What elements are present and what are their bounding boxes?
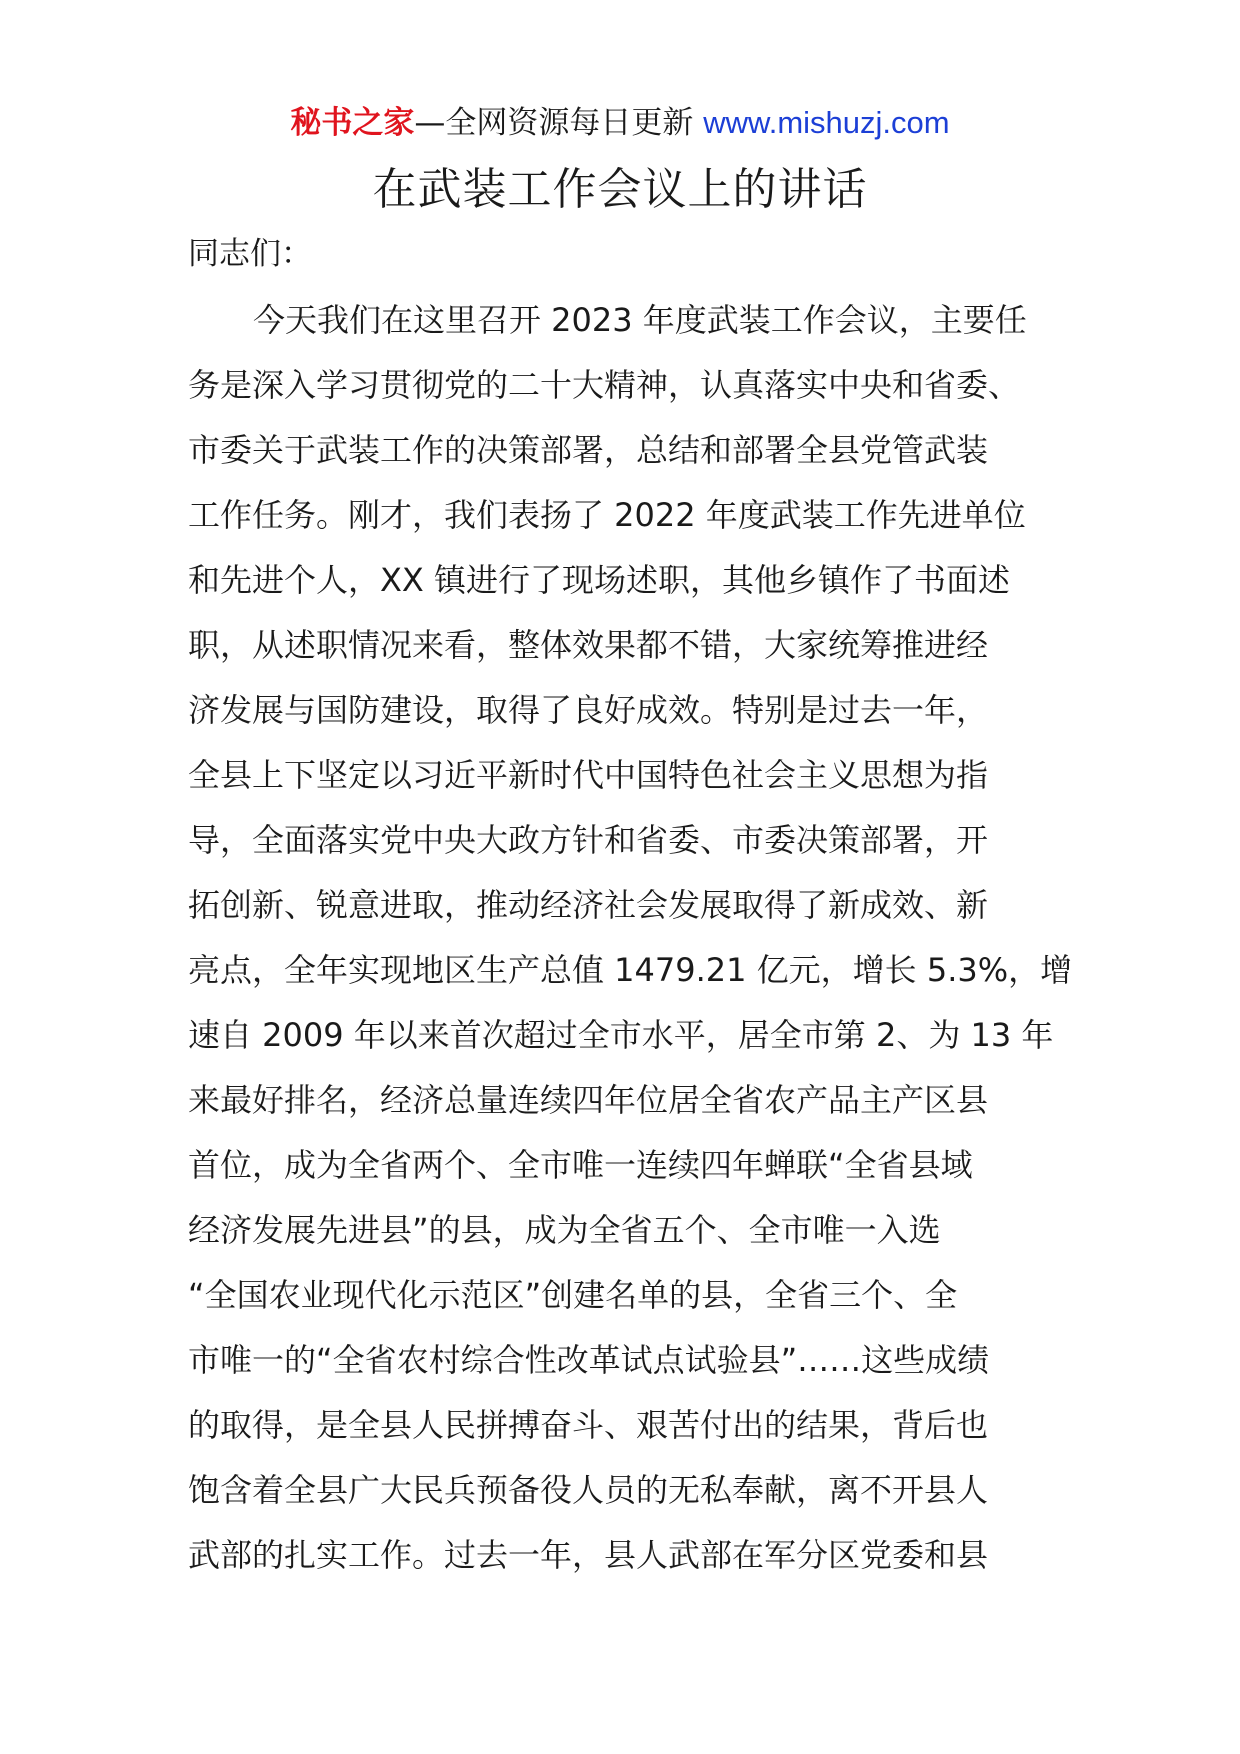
- header-tagline: —全网资源每日更新: [414, 105, 694, 141]
- body-line: 今天我们在这里召开 2023 年度武装工作会议，主要任: [253, 301, 1027, 339]
- body-line: 速自 2009 年以来首次超过全市水平，居全市第 2、为 13 年: [188, 1016, 1054, 1054]
- site-header: [0, 103, 1240, 143]
- salutation: 同志们：: [188, 236, 312, 272]
- body-line: 饱含着全县广大民兵预备役人员的无私奉献，离不开县人: [188, 1471, 989, 1509]
- speech-body: [188, 298, 1073, 1598]
- body-line: 导，全面落实党中央大政方针和省委、市委决策部署，开: [188, 821, 989, 859]
- body-line: 亮点，全年实现地区生产总值 1479.21 亿元，增长 5.3%，增: [188, 951, 1073, 989]
- body-line: 经济发展先进县”的县，成为全省五个、全市唯一入选: [188, 1211, 941, 1249]
- body-line: 来最好排名，经济总量连续四年位居全省农产品主产区县: [188, 1081, 989, 1119]
- body-line: 工作任务。刚才，我们表扬了 2022 年度武装工作先进单位: [188, 496, 1026, 534]
- brand-name: 秘书之家: [290, 105, 415, 141]
- body-line: 务是深入学习贯彻党的二十大精神，认真落实中央和省委、: [188, 366, 1021, 404]
- body-line: 拓创新、锐意进取，推动经济社会发展取得了新成效、新: [188, 886, 989, 924]
- body-line: 首位，成为全省两个、全市唯一连续四年蝉联“全省县域: [188, 1146, 973, 1184]
- document-title: 在武装工作会议上的讲话: [372, 164, 868, 215]
- body-line: 职，从述职情况来看，整体效果都不错，大家统筹推进经: [188, 626, 989, 664]
- body-line: 市委关于武装工作的决策部署，总结和部署全县党管武装: [188, 431, 989, 469]
- body-line: 的取得，是全县人民拼搏奋斗、艰苦付出的结果，背后也: [188, 1406, 989, 1444]
- body-line: 武部的扎实工作。过去一年，县人武部在军分区党委和县: [188, 1536, 989, 1574]
- body-line: 和先进个人，XX 镇进行了现场述职，其他乡镇作了书面述: [188, 561, 1011, 599]
- site-url-link[interactable]: www.mishuzj.com: [703, 105, 950, 140]
- body-line: 济发展与国防建设，取得了良好成效。特别是过去一年，: [188, 691, 989, 729]
- body-line: 全县上下坚定以习近平新时代中国特色社会主义思想为指: [188, 756, 989, 794]
- body-line: 市唯一的“全省农村综合性改革试点试验县”……这些成绩: [188, 1341, 990, 1379]
- body-line: “全国农业现代化示范区”创建名单的县，全省三个、全: [188, 1276, 958, 1314]
